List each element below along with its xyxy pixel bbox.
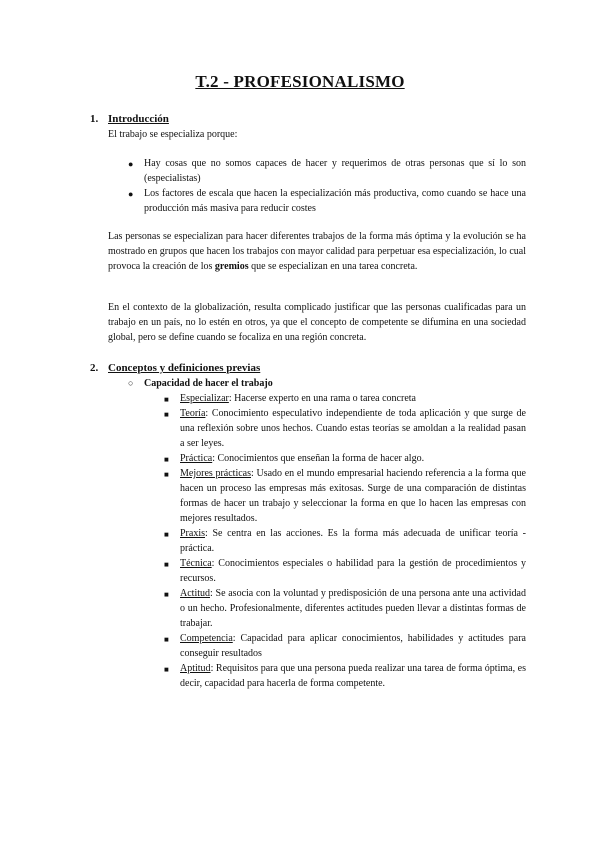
definition-term: Práctica — [180, 453, 213, 464]
definition-text: : Se centra en las acciones. Es la forma más adecuada de unificar teoría - práctica. — [180, 528, 526, 554]
definition-item — [180, 526, 526, 556]
square-bullet-icon: ■ — [164, 470, 169, 479]
square-bullet-icon: ■ — [164, 455, 169, 464]
definition-item — [180, 451, 526, 466]
circle-bullet-icon: ○ — [128, 378, 134, 388]
definition-term: Mejores prácticas — [180, 468, 251, 479]
square-bullet-icon: ■ — [164, 410, 169, 419]
list-item: Los factores de escala que hacen la especialización más productiva, como cuando se hace una producción más masiva para reducir costes — [144, 188, 526, 214]
definition-item — [180, 586, 526, 631]
definition-item — [180, 661, 526, 691]
definition-text: : Conocimientos que enseñan la forma de hacer algo. — [212, 453, 425, 464]
definition-item — [180, 631, 526, 661]
square-bullet-icon: ■ — [164, 635, 169, 644]
paragraph-globalizacion: En el contexto de la globalización, resulta complicado justificar que las personas cualificadas para un trabajo en un país, no lo estén en otros, ya que el concepto de competente se difumina en una sociedad global, pero se define cuando se focaliza en una región concreta. — [108, 302, 526, 343]
definition-text: : Hacerse experto en una rama o tarea concreta — [228, 393, 416, 404]
section-2-number: 2. — [90, 362, 99, 374]
definition-item — [180, 466, 526, 526]
paragraph-text: que se especializan en una tarea concreta. — [248, 261, 418, 272]
square-bullet-icon: ■ — [164, 590, 169, 599]
square-bullet-icon: ■ — [164, 395, 169, 404]
definition-text: : Usado en el mundo empresarial haciendo referencia a la forma que hacen un proceso las empresas más exitosas. Surge de una comparación de distintas formas de hacer un trabajo y seleccionar la forma en que lo hacen las empresas con mejores resultados. — [180, 468, 526, 524]
definition-text: : Conocimientos especiales o habilidad para la gestión de procedimientos y recursos. — [180, 558, 526, 584]
list-item: Hay cosas que no somos capaces de hacer y requerimos de otras personas que sí lo son (especialistas) — [144, 158, 526, 184]
section-1-heading: Introducción — [108, 113, 169, 125]
definition-item — [180, 406, 526, 451]
square-bullet-icon: ■ — [164, 560, 169, 569]
definition-term: Actitud — [180, 588, 210, 599]
bullet-icon: ● — [128, 189, 134, 199]
section-1-number: 1. — [90, 113, 99, 125]
square-bullet-icon: ■ — [164, 665, 169, 674]
definition-item — [180, 556, 526, 586]
definition-text: : Capacidad para aplicar conocimientos, habilidades y actitudes para conseguir resultados — [180, 633, 526, 659]
section-2-heading: Conceptos y definiciones previas — [108, 362, 261, 374]
definition-term: Aptitud — [180, 663, 211, 674]
paragraph-gremios — [108, 229, 526, 274]
subsection-heading: Capacidad de hacer el trabajo — [144, 378, 273, 389]
bullet-icon: ● — [128, 159, 134, 169]
definition-text: : Requisitos para que una persona pueda realizar una tarea de forma óptima, es decir, capacidad para hacerla de forma competente. — [180, 663, 526, 689]
definition-term: Competencia — [180, 633, 233, 644]
document-title: T.2 - PROFESIONALISMO — [195, 72, 405, 91]
definition-term: Teoría — [180, 408, 206, 419]
definition-text: : Conocimiento especulativo independiente de toda aplicación y que surge de una reflexión sobre unos hechos. Cuando estas teorías se amoldan a la realidad pasan a ser leyes. — [180, 408, 526, 449]
paragraph-text: Las personas se especializan para hacer diferentes trabajos de la forma más óptima y la evolución se ha mostrado en grupos que hacen los trabajos con mayor calidad para perpetuar esa especialización, lo cual provoca la creación de los — [108, 231, 526, 272]
definition-term: Praxis — [180, 528, 205, 539]
square-bullet-icon: ■ — [164, 530, 169, 539]
definition-text: : Se asocia con la voluntad y predisposición de una persona ante una actividad o un hecho. Profesionalmente, diferentes actitudes pueden llevar a distintas formas de trabajar. — [180, 588, 526, 629]
keyword-gremios: gremios — [214, 261, 249, 272]
definition-item — [180, 391, 526, 406]
section-1-intro: El trabajo se especializa porque: — [108, 129, 238, 140]
definition-term: Técnica — [180, 558, 212, 569]
definition-term: Especializar — [180, 393, 229, 404]
